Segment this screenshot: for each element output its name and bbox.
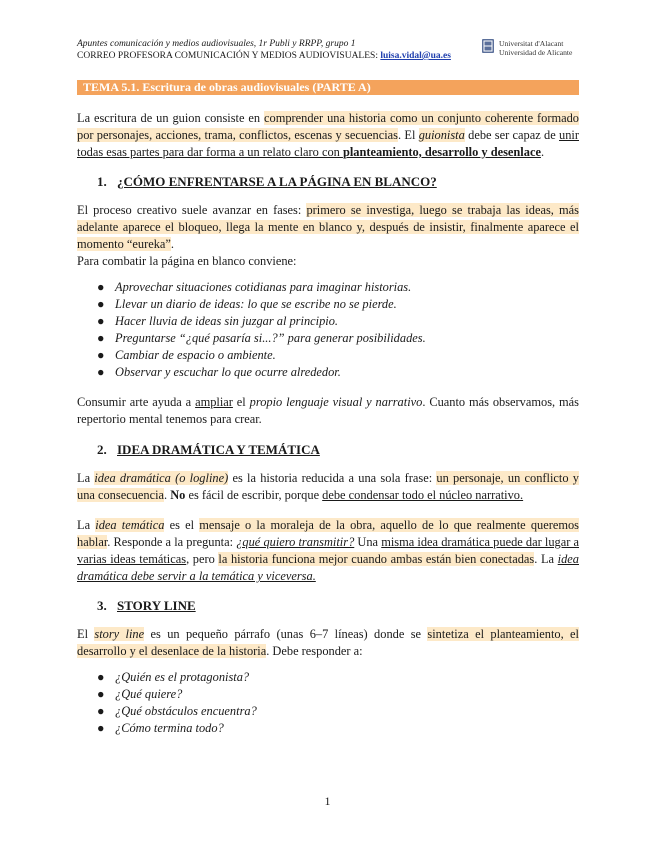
- list-item: ● ¿Qué obstáculos encuentra?: [97, 704, 257, 718]
- theme-paragraph: La idea temática es el mensaje o la moraleja de la obra, aquello de lo que realmente queremos hablar. Responde a la pregunta: ¿qué quiero transmitir? Una misma idea dramática puede dar lugar a varias ideas temáticas, pero la historia funciona mejor cuando ambas están bien conectadas. La idea dramática debe servir a la temática y viceversa.: [77, 518, 579, 583]
- logo-line-valencian: Universitat d'Alacant: [499, 39, 564, 48]
- list-item: ● Preguntarse “¿qué pasaría si...?” para generar posibilidades.: [97, 331, 426, 345]
- art-paragraph: Consumir arte ayuda a ampliar el propio lenguaje visual y narrativo. Cuanto más observamos, más repertorio mental tenemos para crear.: [77, 395, 579, 426]
- list-item: ● ¿Quién es el protagonista?: [97, 670, 250, 684]
- tips-list: [77, 279, 579, 381]
- list-item: ● Llevar un diario de ideas: lo que se escribe no se pierde.: [97, 297, 397, 311]
- section-1-paragraph: El proceso creativo suele avanzar en fases: primero se investiga, luego se trabaja las ideas, más adelante aparece el bloqueo, llega la mente en blanco y, después de insistir, finalmente aparece el momento “eureka”.: [77, 203, 579, 251]
- questions-list: [77, 669, 579, 737]
- section-heading-2: 2. IDEA DRAMÁTICA Y TEMÁTICA: [97, 442, 320, 457]
- storyline-paragraph: El story line es un pequeño párrafo (unas 6–7 líneas) donde se sintetiza el planteamiento, el desarrollo y el desenlace de la historia. Debe responder a:: [77, 627, 580, 658]
- header-contact-label: CORREO PROFESORA COMUNICACIÓN Y MEDIOS AUDIOVISUALES:: [77, 51, 381, 61]
- document-body: [77, 110, 579, 737]
- page-number: 1: [324, 794, 331, 808]
- list-item: ● Aprovechar situaciones cotidianas para imaginar historias.: [97, 280, 412, 294]
- list-item: ● ¿Qué quiere?: [97, 687, 183, 701]
- topic-title-bar: TEMA 5.1. Escritura de obras audiovisuales (PARTE A): [77, 80, 579, 95]
- logline-paragraph: La idea dramática (o logline) es la historia reducida a una sola frase: un personaje, un conflicto y una consecuencia. No es fácil de escribir, porque debe condensar todo el núcleo narrativo.: [77, 471, 580, 502]
- logo-line-spanish: Universidad de Alicante: [499, 48, 573, 57]
- list-item: ● Observar y escuchar lo que ocurre alrededor.: [97, 365, 341, 379]
- document-header: [77, 38, 451, 62]
- list-item: ● Cambiar de espacio o ambiente.: [97, 348, 276, 362]
- email-link[interactable]: luisa.vidal@ua.es: [380, 51, 451, 61]
- section-heading-3: 3. STORY LINE: [97, 598, 196, 613]
- intro-paragraph: La escritura de un guion consiste en comprender una historia como un conjunto coherente formado por personajes, acciones, trama, conflictos, escenas y secuencias. El guionista debe ser capaz de unir todas esas partes para dar forma a un relato claro con planteamiento, desarrollo y desenlace.: [77, 111, 579, 159]
- header-course-line: Apuntes comunicación y medios audiovisuales, 1r Publi y RRPP, grupo 1: [77, 39, 356, 49]
- section-heading-1: 1. ¿CÓMO ENFRENTARSE A LA PÁGINA EN BLANCO?: [97, 174, 437, 189]
- header-contact-line: [77, 50, 451, 62]
- list-item: ● ¿Cómo termina todo?: [97, 721, 224, 735]
- list-item: ● Hacer lluvia de ideas sin juzgar al principio.: [97, 314, 339, 328]
- section-1-intro-list: Para combatir la página en blanco conviene:: [77, 254, 297, 268]
- university-logo: [482, 39, 572, 57]
- university-crest-icon: [482, 39, 494, 53]
